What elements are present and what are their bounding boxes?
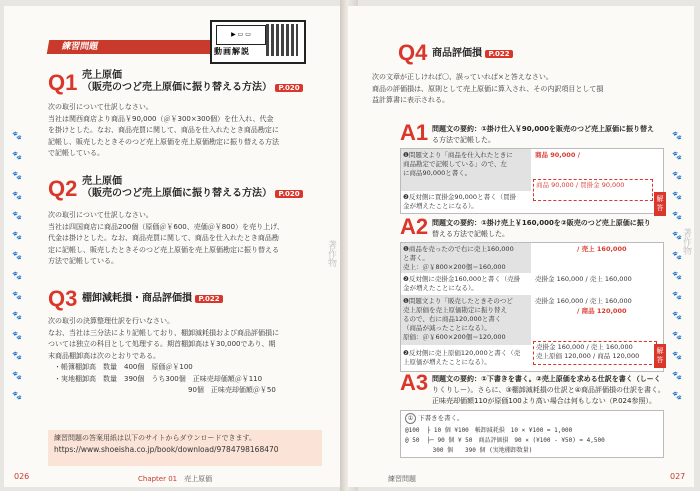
side-label: 練習問題 [388,475,416,483]
paw-decoration-right: 🐾 🐾 🐾 🐾 🐾 🐾 🐾 🐾 🐾 🐾 🐾 🐾 🐾 🐾 [672,131,682,400]
q3-page-ref[interactable]: P.022 [195,295,222,303]
a2-step3: ❶問題文より「販売したときそのつど 売上原価を売上原価勘定に振り替え るので、右に商品120,000と書く （商品が減ったことになる）。 原価：＠￥600×200個＝120,000 [401,295,531,345]
q4-number: Q4 [398,40,428,65]
header-tab: 練習問題 [47,40,223,54]
a1-number: A1 [400,120,429,145]
video-icon: ▶ ▭ ▭ [216,25,266,45]
q1-number: Q1 [48,70,78,95]
q3-title: 棚卸減耗損・商品評価損 P.022 [82,293,223,305]
a2-answer: 売掛金 160,000 / 売上 160,000 売上原価 120,000 / 商品 120,000 [533,341,657,365]
qr-code-icon[interactable] [266,24,298,56]
q3-body: 次の取引の決算整理仕訳を行いなさい。 なお、当社は三分法により記帳しており、棚卸減耗損および商品評価損に ついては独立の科目として処理する。期首棚卸高は￥30,000であり、期 末商品棚卸高は次のとおりである。 ・帳簿棚卸高 数量 400個 原価＠￥100 ・実地棚卸高 数量 390個 うち300個 正味売却価額＠￥110 90個 正味売却価額＠￥50 [48,317,279,394]
page-number-left: 026 [14,472,30,481]
q1-title: 売上原価 （販売のつど売上原価に振り替える方法） P.020 [82,70,303,94]
a1-entry1: 商品 90,000 / [535,151,580,159]
a3-summary: 問題文の要約：①下書きを書く。②売上原価を求める仕訳を書く（しーく りくりしー）。さらに、③棚卸減耗損の仕訳と④商品評価損の仕訳を書く。 正味売却価額110が原価100より高い場合は何もしない（P.024参照）。 [432,375,665,405]
q1-page-ref[interactable]: P.020 [275,84,302,92]
q4-title: 商品評価損 P.022 [432,48,513,60]
a2-entry3a: 売掛金 160,000 / 売上 160,000 [535,297,632,305]
a1-answer: 商品 90,000 / 買掛金 90,000 [533,179,653,201]
a1-step1: ❶問題文より「商品を仕入れたときに 商品勘定で記帳している」ので、左 に商品90,000と書く。 [401,149,531,191]
step-number-icon: ① [405,413,416,424]
a2-step1: ❶商品を売ったので右に売上160,000 と書く。 売上：＠￥800×200個＝160,000 [401,243,531,273]
a3-number: A3 [400,370,429,395]
a3-handwriting-1: @100 ├ 10 個 ¥100 帳卸減耗損 10 × ¥100 = 1,000 [405,427,573,434]
a2-step2: ❷反対側に売掛金160,000と書く（売掛 金が増えたことになる）。 [403,275,521,292]
side-watermark: 著作物 [681,228,691,255]
a1-answer-tag: 解答 [654,192,666,216]
paw-decoration: 🐾 🐾 🐾 🐾 🐾 🐾 🐾 🐾 🐾 🐾 🐾 🐾 🐾 🐾 [12,131,22,400]
page-number-right: 027 [670,472,686,481]
a2-number: A2 [400,214,429,239]
right-page [348,6,694,487]
q1-body: 次の取引について仕訳しなさい。 当社は関西商店より商品￥90,000（＠￥300×300個）を仕入れ、代金 を掛けとした。なお、商品売買に関して、商品を仕入れたとき商品勘定に 記帳し、販売したときそのつど売上原価を売上原価勘定に振り替える方法 で記帳している。 [48,103,279,157]
a2-entry2: 売掛金 160,000 / 売上 160,000 [535,275,632,283]
a2-answer-tag: 解答 [654,344,666,368]
q3-number: Q3 [48,286,78,311]
a3-handwriting-3: 300 個 390 個 (実地棚卸数量) [405,447,533,454]
a1-step2: ❷反対側に買掛金90,000と書く（買掛 金が増えたことになる）。 [403,193,517,210]
a3-draft [400,410,664,458]
q2-page-ref[interactable]: P.020 [275,190,302,198]
q4-body: 次の文章が正しければ〇、誤っていれば×と答えなさい。 商品の評価損は、原則として売上原価に算入され、その内訳項目として損 益計算書に表示される。 [372,73,604,104]
download-link[interactable]: https://www.shoeisha.co.jp/book/download/9784798168470 [54,445,279,454]
q2-title: 売上原価 （販売のつど売上原価に振り替える方法） P.020 [82,176,303,200]
a2-entry1: / 売上 160,000 [577,245,627,253]
left-page [4,6,344,487]
watermark: 著作物 [326,240,336,267]
chapter-label: Chapter 01 売上原価 [138,475,213,483]
a2-table [400,242,664,372]
q4-page-ref[interactable]: P.022 [485,50,512,58]
a2-step4: ❷反対側に売上原価120,000と書く（売 上原価が増えたことになる）。 [403,349,521,366]
a3-handwriting-2: @ 50 ├─ 90 個 ¥ 50 商品評価損 90 × (¥100 - ¥50) = 4,500 [405,437,605,444]
a2-summary: 問題文の要約：①掛け売上￥160,000を②販売のつど売上原価に振り 替える方法で記帳した。 [432,219,651,238]
a2-entry3b: / 商品 120,000 [577,307,627,315]
video-label: 動画解説 [214,47,250,56]
a3-step-label: ① 下書きを書く。 [405,413,463,424]
q2-number: Q2 [48,176,78,201]
a1-table [400,148,664,214]
q2-body: 次の取引について仕訳しなさい。 当社は四国商店に商品200個（原価＠￥600、売価＠￥800）を売り上げ、 代金は掛けとした。なお、商品売買に関して、商品を仕入れたとき商品勘 定に記帳し、販売したときそのつど売上原価を売上原価勘定に振り替える 方法で記帳している。 [48,211,284,265]
download-note: 練習問題の答案用紙は以下のサイトからダウンロードできます。 https://www.shoeisha.co.jp/book/download/9784798168470 [48,430,322,466]
a1-summary: 問題文の要約：①掛け仕入￥90,000を販売のつど売上原価に振り替え る方法で記帳した。 [432,125,654,144]
